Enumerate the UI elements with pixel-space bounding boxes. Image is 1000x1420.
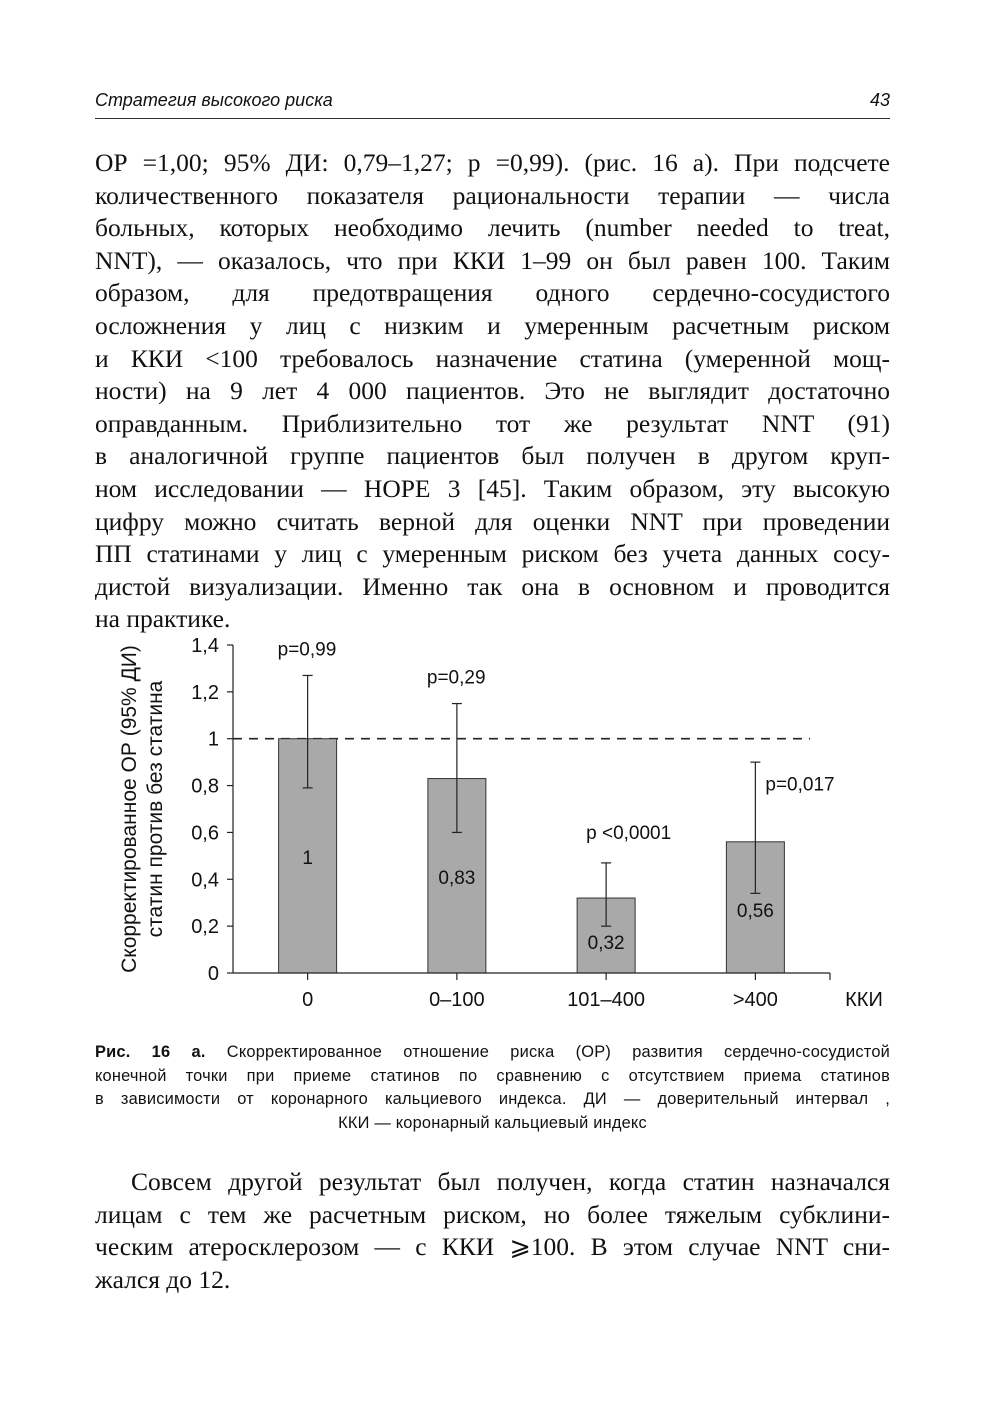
text-line: образом, для предотвращения одного сердечно-сосудистого bbox=[95, 278, 890, 308]
x-tick-label: 0–100 bbox=[429, 989, 485, 1011]
y-tick-label: 0,8 bbox=[191, 775, 219, 798]
page-number: 43 bbox=[869, 90, 890, 110]
text-line: ОР =1,00; 95% ДИ: 0,79–1,27; р =0,99). (рис. 16 а). При подсчете bbox=[95, 148, 890, 177]
text-line: осложнения у лиц с низким и умеренным расчетным риском bbox=[95, 310, 890, 340]
y-axis-title-line2: статин против без статина bbox=[144, 680, 167, 938]
caption-text: Скорректированное отношение риска (ОР) развития сердечно-сосудистой bbox=[205, 1043, 890, 1061]
y-tick-label: 1,2 bbox=[191, 681, 219, 704]
text-line: ПП статинами у лиц с умеренным риском без учета данных сосу- bbox=[95, 539, 890, 569]
y-tick-label: 0,4 bbox=[191, 869, 219, 892]
p-value-label: p=0,99 bbox=[277, 639, 337, 661]
y-tick-label: 1,4 bbox=[191, 635, 219, 657]
page-header bbox=[95, 88, 890, 119]
caption-line: конечной точки при приеме статинов по сравнению с отсутствием приема статинов bbox=[95, 1066, 890, 1085]
text-line: ности) на 9 лет 4 000 пациентов. Это не выглядит достаточно bbox=[95, 376, 890, 406]
text-line: больных, которых необходимо лечить (number needed to treat, bbox=[95, 213, 890, 243]
figure-label: Рис. 16 а. bbox=[95, 1043, 206, 1061]
figure-caption bbox=[95, 1041, 890, 1135]
text-line: цифру можно считать верной для оценки NNT при проведении bbox=[95, 506, 890, 536]
text-line: и ККИ <100 требовалось назначение статина (умеренной мощ- bbox=[95, 343, 890, 373]
text-line: Совсем другой результат был получен, когда статин назначался bbox=[131, 1167, 890, 1196]
bar-value-label: 0,32 bbox=[587, 933, 625, 954]
text-line: жался до 12. bbox=[95, 1264, 231, 1294]
text-line: на практике. bbox=[95, 604, 231, 634]
y-tick-label: 1 bbox=[207, 728, 219, 751]
x-axis bbox=[233, 973, 830, 1011]
text-line: дистой визуализации. Именно так она в основном и проводится bbox=[95, 571, 890, 601]
y-tick-label: 0,6 bbox=[191, 822, 219, 845]
text-line: лицам с тем же расчетным риском, но более тяжелым субклини- bbox=[95, 1199, 890, 1229]
caption-line bbox=[95, 1041, 890, 1065]
bars bbox=[278, 639, 835, 973]
bar-chart bbox=[100, 625, 890, 1035]
p-value-label: p=0,29 bbox=[426, 667, 486, 689]
paragraph-2 bbox=[95, 1166, 890, 1296]
caption-line: в зависимости от коронарного кальциевого индекса. ДИ — доверительный интервал , bbox=[95, 1090, 890, 1108]
text-line: ном исследовании — HOPE 3 [45]. Таким образом, эту высокую bbox=[95, 473, 890, 503]
paragraph-1 bbox=[95, 147, 890, 636]
x-tick-label: 0 bbox=[302, 989, 314, 1011]
text-line: в аналогичной группе пациентов был получен в другом круп- bbox=[95, 441, 890, 471]
x-tick-label: 101–400 bbox=[567, 989, 646, 1011]
text-line: ческим атеросклерозом — с ККИ ⩾100. В этом случае NNT сни- bbox=[95, 1232, 890, 1262]
x-tick-label: >400 bbox=[732, 989, 778, 1011]
text-line: NNT), — оказалось, что при ККИ 1–99 он был равен 100. Таким bbox=[95, 245, 890, 275]
p-value-label: p <0,0001 bbox=[586, 822, 672, 844]
running-title: Стратегия высокого риска bbox=[95, 90, 333, 110]
caption-line: ККИ — коронарный кальциевый индекс bbox=[338, 1113, 647, 1132]
bar-value-label: 0,56 bbox=[736, 901, 774, 922]
y-tick-label: 0,2 bbox=[191, 916, 219, 939]
y-axis-title-line1: Скорректированное ОР (95% ДИ) bbox=[118, 645, 141, 973]
text-line: количественного показателя рациональности терапии — числа bbox=[95, 180, 890, 210]
x-axis-title: ККИ bbox=[845, 989, 883, 1011]
chart-svg bbox=[100, 625, 890, 1035]
y-tick-label: 0 bbox=[207, 963, 219, 985]
p-value-label: p=0,017 bbox=[765, 774, 835, 796]
bar-value-label: 0,83 bbox=[438, 867, 476, 889]
bar-value-label: 1 bbox=[302, 847, 313, 869]
text-line: оправданным. Приблизительно тот же результат NNT (91) bbox=[95, 408, 890, 438]
y-axis-title bbox=[118, 645, 167, 973]
